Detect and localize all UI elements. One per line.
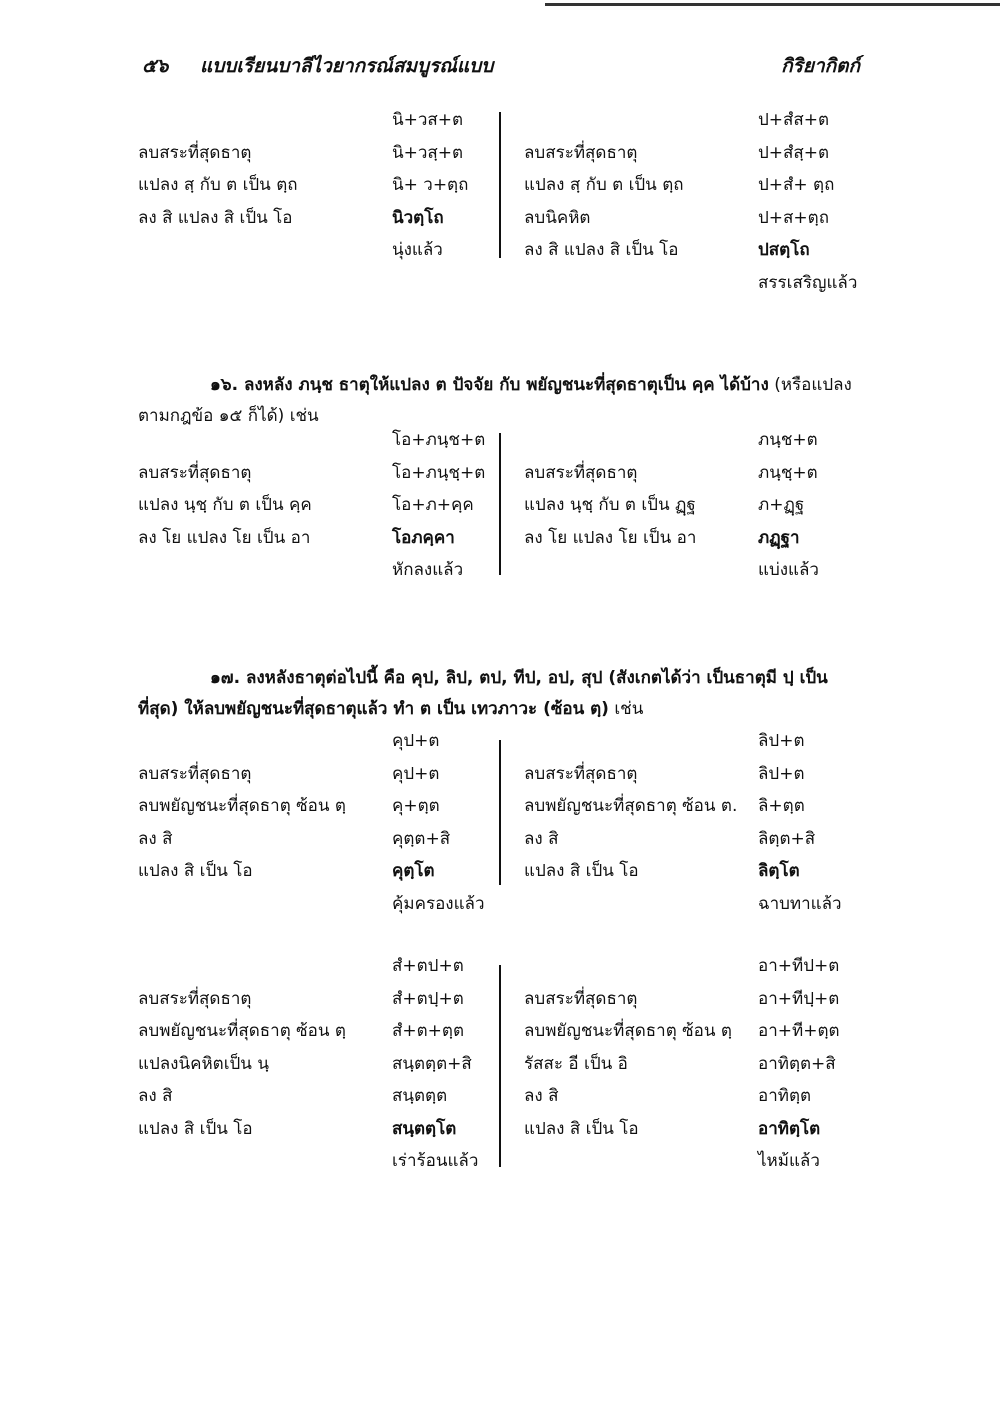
- step-label: [138, 234, 392, 267]
- derivation-step-row: [138, 758, 498, 791]
- result-form: อาทิตฺโต: [758, 1118, 821, 1139]
- derivation-step-row: [524, 790, 900, 823]
- derivation-right: [524, 725, 900, 920]
- step-form: โอ+ภ+คฺค: [392, 495, 474, 515]
- step-label: [524, 1145, 758, 1178]
- step-form: สํ+ตปฺ+ต: [392, 988, 464, 1009]
- meaning-text: เร่าร้อนแล้ว: [392, 1151, 479, 1171]
- step-form: สํ+ต+ตฺต: [392, 1021, 464, 1041]
- step-form: อาทิตฺต: [758, 1086, 812, 1106]
- derivation-step-row: [138, 790, 498, 823]
- step-form: ป+ส+ตฺถ: [758, 207, 829, 228]
- rule-16-bold-text: ๑๖. ลงหลัง ภนฺช ธาตุให้แปลง ต ปัจจัย กับ พยัญชนะที่สุดธาตุเป็น คฺค ได้บ้าง: [210, 375, 769, 395]
- meaning-text: สรรเสริญแล้ว: [758, 272, 858, 293]
- step-form: ป+สํส+ต: [758, 110, 830, 130]
- step-form: ป+สํ+ ตฺถ: [758, 175, 835, 195]
- derivation-step-row: [138, 1015, 498, 1048]
- column-divider: [499, 433, 501, 575]
- derivation-step-row: [524, 104, 900, 137]
- derivation-step-row: [138, 983, 498, 1016]
- derivation-meaning-row: [138, 888, 498, 921]
- derivation-step-row: [524, 1015, 900, 1048]
- rule-17-bold-text: ๑๗. ลงหลังธาตุต่อไปนี้ คือ คุป, ลิป, ตป, ทีป, อป, สุป (สังเกตได้ว่า เป็นธาตุมี ปฺ เป็นที่สุด) ให้ลบพยัญชนะที่สุดธาตุแล้ว ทำ ต เป็น เทวภาวะ (ซ้อน ตฺ): [138, 668, 828, 719]
- step-form: คุป+ต: [392, 731, 440, 751]
- derivation-step-row: [138, 457, 498, 490]
- step-form: โอ+ภนฺช+ต: [392, 430, 486, 450]
- step-form: อา+ทีป+ต: [758, 956, 840, 976]
- derivation-meaning-row: [524, 554, 900, 587]
- step-label: แปลง สิ เป็น โอ: [138, 861, 253, 881]
- derivation-meaning-row: [138, 554, 498, 587]
- step-label: ลบพยัญชนะที่สุดธาตุ ซ้อน ตฺ: [524, 1021, 732, 1041]
- result-form: คุตฺโต: [392, 861, 435, 881]
- derivation-right: [524, 424, 900, 587]
- derivation-result-row: [138, 202, 498, 235]
- derivation-left: [138, 950, 498, 1178]
- step-label: [138, 888, 392, 921]
- step-label: [138, 725, 392, 758]
- step-label: ลบสระที่สุดธาตุ: [524, 763, 638, 784]
- meaning-text: ฉาบทาแล้ว: [758, 893, 842, 914]
- step-form: อาทิตฺต+สิ: [758, 1053, 836, 1074]
- step-label: แปลง นฺชฺ กับ ต เป็น ฏฺฐ: [524, 495, 696, 515]
- step-label: [524, 725, 758, 758]
- step-label: แปลง สิ เป็น โอ: [524, 861, 639, 881]
- meaning-text: ไหม้แล้ว: [758, 1151, 820, 1171]
- step-form: คุป+ต: [392, 763, 440, 784]
- derivation-meaning-row: [524, 888, 900, 921]
- step-label: [524, 267, 758, 300]
- derivation-step-row: [524, 823, 900, 856]
- derivation-step-row: [138, 1080, 498, 1113]
- rule-16-paragraph: [138, 370, 860, 432]
- step-label: ลบสระที่สุดธาตุ: [138, 462, 252, 483]
- step-label: แปลง สฺ กับ ต เป็น ตฺถ: [138, 175, 298, 195]
- derivation-step-row: [524, 725, 900, 758]
- derivation-step-row: [524, 137, 900, 170]
- derivation-meaning-row: [524, 267, 900, 300]
- result-form: ภฏฺฐา: [758, 527, 800, 548]
- step-label: [138, 554, 392, 587]
- step-label: ลบสระที่สุดธาตุ: [138, 763, 252, 784]
- step-label: ลบพยัญชนะที่สุดธาตุ ซ้อน ตฺ: [138, 1021, 346, 1041]
- derivation-result-row: [138, 1113, 498, 1146]
- meaning-text: นุ่งแล้ว: [392, 240, 443, 260]
- step-form: ลิตฺต+สิ: [758, 828, 816, 849]
- derivation-step-row: [524, 489, 900, 522]
- step-form: อา+ทีปฺ+ต: [758, 988, 840, 1009]
- derivation-result-row: [138, 522, 498, 555]
- result-form: โอภคฺคา: [392, 527, 455, 548]
- step-label: ลบสระที่สุดธาตุ: [524, 462, 638, 483]
- derivation-step-row: [138, 725, 498, 758]
- derivation-left: [138, 424, 498, 587]
- step-label: [138, 424, 392, 457]
- result-form: ลิตฺโต: [758, 861, 800, 881]
- step-label: ลง สิ: [524, 828, 559, 849]
- step-form: ภนฺช+ต: [758, 430, 818, 450]
- step-label: ลบสระที่สุดธาตุ: [138, 988, 252, 1009]
- step-label: ลง โย แปลง โย เป็น อา: [138, 527, 311, 548]
- step-form: นิ+วส+ต: [392, 110, 464, 130]
- meaning-text: คุ้มครองแล้ว: [392, 893, 485, 914]
- derivation-step-row: [138, 104, 498, 137]
- page-header: [0, 52, 1000, 80]
- derivation-left: [138, 725, 498, 920]
- result-form: ปสตฺโถ: [758, 240, 810, 260]
- derivation-left: [138, 104, 498, 267]
- step-label: [524, 104, 758, 137]
- rule-16-normal-text: (หรือแปลงตามกฎข้อ ๑๕ ก็ได้) เช่น: [138, 375, 852, 426]
- step-label: [524, 554, 758, 587]
- derivation-meaning-row: [138, 234, 498, 267]
- step-label: [524, 888, 758, 921]
- column-divider: [499, 965, 501, 1167]
- step-label: ลบสระที่สุดธาตุ: [138, 142, 252, 163]
- chapter-title: กิริยากิตก์: [781, 55, 860, 77]
- derivation-meaning-row: [524, 1145, 900, 1178]
- step-form: คุ+ตฺต: [392, 796, 440, 816]
- derivation-step-row: [524, 983, 900, 1016]
- derivation-result-row: [524, 855, 900, 888]
- step-form: ป+สํสฺ+ต: [758, 142, 830, 163]
- step-label: [138, 1145, 392, 1178]
- step-label: [138, 104, 392, 137]
- step-form: อา+ที+ตฺต: [758, 1021, 840, 1041]
- step-form: นิ+ ว+ตฺถ: [392, 175, 469, 195]
- step-label: ลง สิ แปลง สิ เป็น โอ: [524, 240, 679, 260]
- step-label: ลบสระที่สุดธาตุ: [524, 142, 638, 163]
- step-form: คุตฺต+สิ: [392, 828, 451, 849]
- step-label: ลง โย แปลง โย เป็น อา: [524, 527, 697, 548]
- book-title: แบบเรียนบาลีไวยากรณ์สมบูรณ์แบบ: [200, 55, 494, 77]
- meaning-text: หักลงแล้ว: [392, 560, 464, 580]
- step-form: สนฺตตฺต+สิ: [392, 1053, 472, 1074]
- step-label: แปลง สฺ กับ ต เป็น ตฺถ: [524, 175, 684, 195]
- step-form: โอ+ภนฺชฺ+ต: [392, 462, 486, 483]
- step-label: ลบพยัญชนะที่สุดธาตุ ซ้อน ตฺ: [138, 796, 346, 816]
- step-label: ลบนิคหิต: [524, 207, 591, 228]
- column-divider: [499, 112, 501, 258]
- step-form: ลิป+ต: [758, 763, 805, 784]
- derivation-result-row: [524, 234, 900, 267]
- derivation-step-row: [138, 137, 498, 170]
- step-label: ลง สิ: [524, 1086, 559, 1106]
- derivation-meaning-row: [138, 1145, 498, 1178]
- step-label: ลบพยัญชนะที่สุดธาตุ ซ้อน ต.: [524, 796, 738, 816]
- step-label: ลง สิ แปลง สิ เป็น โอ: [138, 207, 293, 228]
- derivation-step-row: [138, 424, 498, 457]
- step-label: [138, 950, 392, 983]
- derivation-step-row: [138, 950, 498, 983]
- derivation-step-row: [524, 758, 900, 791]
- derivation-step-row: [138, 489, 498, 522]
- step-form: ลิ+ตฺต: [758, 796, 805, 816]
- step-form: สนฺตตฺต: [392, 1086, 448, 1106]
- page-number: ๕๖: [142, 55, 169, 77]
- step-label: ลง สิ: [138, 828, 173, 849]
- derivation-step-row: [524, 950, 900, 983]
- rule-17-paragraph: [138, 663, 860, 725]
- derivation-step-row: [524, 457, 900, 490]
- derivation-right: [524, 950, 900, 1178]
- step-label: รัสสะ อี เป็น อิ: [524, 1053, 628, 1074]
- step-form: ภ+ฏฺฐ: [758, 495, 805, 515]
- step-label: [524, 424, 758, 457]
- rule-17-normal-text: เช่น: [614, 699, 644, 719]
- step-label: แปลงนิคหิตเป็น นฺ: [138, 1053, 269, 1074]
- step-label: [524, 950, 758, 983]
- derivation-step-row: [524, 424, 900, 457]
- step-label: แปลง สิ เป็น โอ: [524, 1118, 639, 1139]
- step-form: ลิป+ต: [758, 731, 805, 751]
- result-form: สนฺตตฺโต: [392, 1118, 457, 1139]
- step-form: สํ+ตป+ต: [392, 956, 464, 976]
- derivation-step-row: [524, 202, 900, 235]
- derivation-step-row: [138, 823, 498, 856]
- step-label: ลบสระที่สุดธาตุ: [524, 988, 638, 1009]
- derivation-step-row: [524, 169, 900, 202]
- top-rule: [545, 3, 1000, 6]
- derivation-right: [524, 104, 900, 299]
- step-label: ลง สิ: [138, 1086, 173, 1106]
- result-form: นิวตฺโถ: [392, 207, 444, 228]
- derivation-step-row: [524, 1048, 900, 1081]
- derivation-result-row: [524, 1113, 900, 1146]
- step-form: ภนฺชฺ+ต: [758, 462, 818, 483]
- derivation-result-row: [524, 522, 900, 555]
- derivation-step-row: [138, 1048, 498, 1081]
- derivation-step-row: [524, 1080, 900, 1113]
- step-label: แปลง นฺชฺ กับ ต เป็น คฺค: [138, 495, 312, 515]
- step-form: นิ+วสฺ+ต: [392, 142, 464, 163]
- meaning-text: แบ่งแล้ว: [758, 560, 819, 580]
- derivation-step-row: [138, 169, 498, 202]
- column-divider: [499, 740, 501, 885]
- derivation-result-row: [138, 855, 498, 888]
- step-label: แปลง สิ เป็น โอ: [138, 1118, 253, 1139]
